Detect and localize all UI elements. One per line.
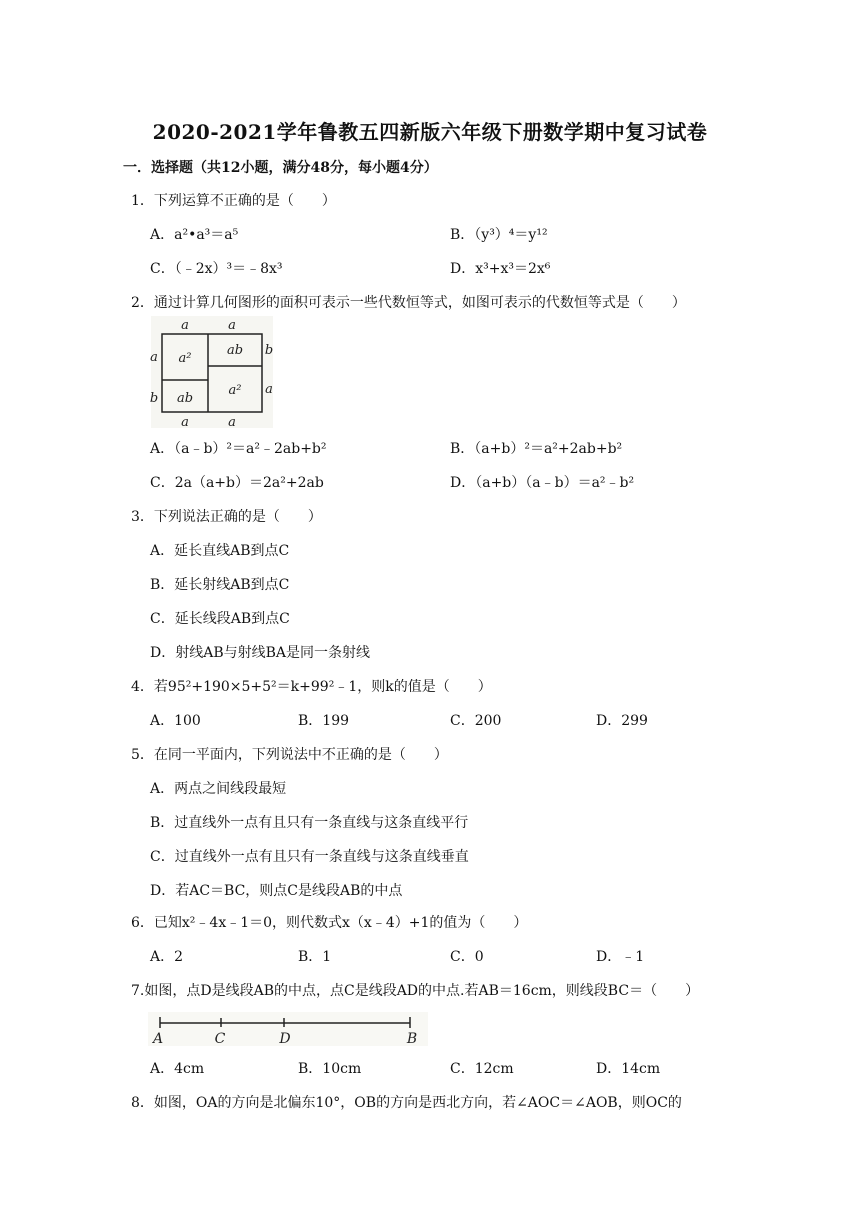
point-b-label: B: [406, 1031, 418, 1046]
question-5-stem: 5．在同一平面内，下列说法中不正确的是（ ）: [131, 747, 448, 763]
question-7-option-c: C．12cm: [450, 1061, 514, 1077]
question-4-option-a: A．100: [150, 713, 201, 729]
fig-top-a2: a: [228, 318, 236, 333]
question-2-stem: 2．通过计算几何图形的面积可表示一些代数恒等式，如图可表示的代数恒等式是（ ）: [131, 295, 686, 311]
question-3-option-a: A．延长直线AB到点C: [150, 543, 290, 559]
question-6-option-c: C．0: [450, 949, 484, 965]
fig-right-a: a: [265, 382, 273, 397]
question-1-option-b: B．（y³）⁴＝y¹²: [450, 227, 548, 243]
question-4-option-b: B．199: [298, 713, 350, 729]
question-3-stem: 3．下列说法正确的是（ ）: [131, 509, 322, 525]
question-1-option-d: D．x³+x³＝2x⁶: [450, 261, 551, 277]
question-4-option-d: D．299: [596, 713, 648, 729]
question-1-option-a: A．a²•a³＝a⁵: [150, 227, 239, 243]
point-d-label: D: [279, 1031, 291, 1046]
area-diagram: [146, 316, 276, 428]
question-2-option-b: B．（a+b）²＝a²+2ab+b²: [450, 441, 623, 457]
question-6-option-d: D．﹣1: [596, 949, 645, 965]
question-7-option-d: D．14cm: [596, 1061, 661, 1077]
question-3-option-d: D．射线AB与射线BA是同一条射线: [150, 645, 371, 661]
fig-cell-ab-top: ab: [226, 343, 244, 358]
question-2-option-a: A．（a﹣b）²＝a²﹣2ab+b²: [150, 441, 327, 457]
fig-left-a: a: [150, 350, 158, 365]
question-4-option-c: C．200: [450, 713, 502, 729]
question-3-option-c: C．延长线段AB到点C: [150, 611, 290, 627]
page-title: 2020-2021学年鲁教五四新版六年级下册数学期中复习试卷: [152, 120, 708, 144]
question-8-stem: 8．如图，OA的方向是北偏东10°，OB的方向是西北方向，若∠AOC＝∠AOB，则OC的: [131, 1095, 682, 1111]
question-6-option-b: B．1: [298, 949, 332, 965]
question-5-option-d: D．若AC＝BC，则点C是线段AB的中点: [150, 883, 403, 899]
fig-right-b: b: [264, 343, 274, 358]
question-1-option-c: C．（﹣2x）³＝﹣8x³: [150, 261, 283, 277]
question-5-option-a: A．两点之间线段最短: [150, 781, 287, 797]
question-7-option-a: A．4cm: [150, 1061, 205, 1077]
question-6-stem: 6．已知x²﹣4x﹣1＝0，则代数式x（x﹣4）+1的值为（ ）: [131, 915, 528, 931]
question-5-option-b: B．过直线外一点有且只有一条直线与这条直线平行: [150, 815, 469, 831]
question-4-stem: 4．若95²+190×5+5²＝k+99²﹣1，则k的值是（ ）: [131, 679, 492, 695]
segment-diagram: [148, 1012, 428, 1046]
question-7-stem: 7.如图，点D是线段AB的中点，点C是线段AD的中点.若AB＝16cm，则线段BC＝（ ）: [131, 983, 700, 999]
question-2-option-d: D．（a+b）（a﹣b）＝a²﹣b²: [450, 475, 635, 491]
question-2-option-c: C．2a（a+b）＝2a²+2ab: [150, 475, 324, 491]
fig-cell-a2-top: a²: [178, 351, 192, 366]
fig-bot-a1: a: [181, 415, 189, 428]
fig-top-a1: a: [181, 318, 189, 333]
fig-left-b: b: [149, 391, 159, 406]
fig-cell-a2-bottom: a²: [228, 383, 242, 398]
question-3-option-b: B．延长射线AB到点C: [150, 577, 290, 593]
point-a-label: A: [152, 1031, 164, 1046]
question-1-stem: 1．下列运算不正确的是（ ）: [131, 193, 336, 209]
section-heading: 一．选择题（共12小题，满分48分，每小题4分）: [123, 160, 438, 176]
point-c-label: C: [214, 1031, 226, 1046]
question-6-option-a: A．2: [150, 949, 184, 965]
fig-cell-ab-bottom: ab: [176, 391, 194, 406]
fig-bot-a2: a: [228, 415, 236, 428]
question-5-option-c: C．过直线外一点有且只有一条直线与这条直线垂直: [150, 849, 469, 865]
question-7-option-b: B．10cm: [298, 1061, 362, 1077]
